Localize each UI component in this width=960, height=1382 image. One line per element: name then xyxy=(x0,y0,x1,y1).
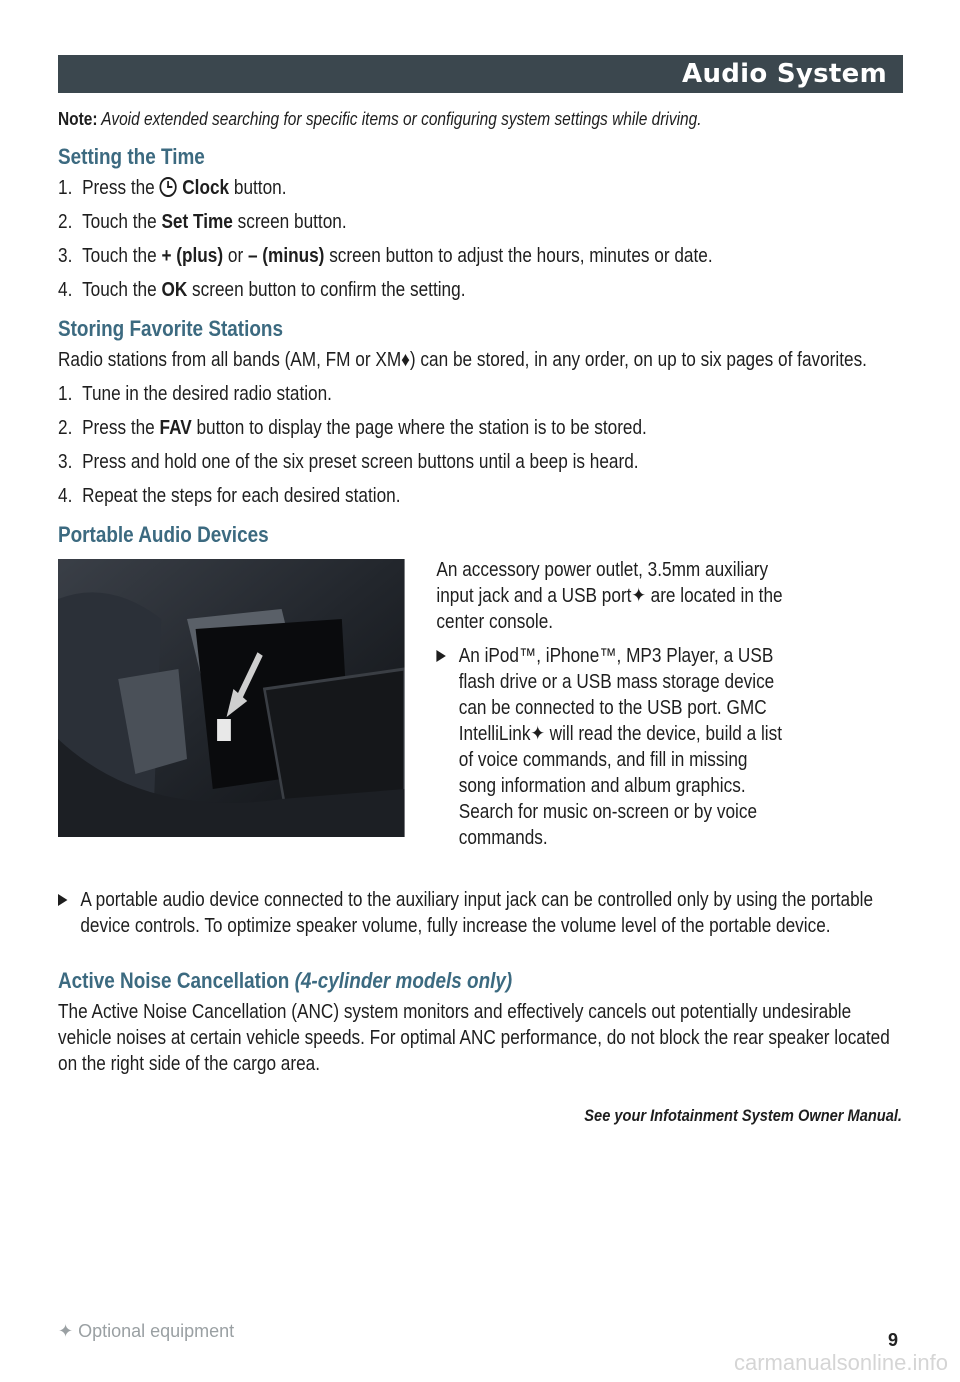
anc-title: Active Noise Cancellation xyxy=(58,968,290,993)
list-item xyxy=(58,449,902,475)
step-number: 4. xyxy=(58,279,73,301)
clock-icon xyxy=(160,177,177,197)
content-column xyxy=(58,101,902,1129)
step-number: 4. xyxy=(58,485,73,507)
note-label: Note: xyxy=(58,109,98,129)
step-bold: + (plus) xyxy=(161,245,224,267)
step-text: Press the xyxy=(82,177,155,199)
step-text: or xyxy=(223,245,248,267)
step-text: screen button. xyxy=(232,211,347,233)
step-text: Touch the xyxy=(82,245,162,267)
heading-setting-time: Setting the Time xyxy=(58,144,205,169)
favorites-steps xyxy=(58,381,902,509)
heading-anc xyxy=(58,967,902,995)
setting-time-steps xyxy=(58,175,902,303)
step-text: Press the xyxy=(82,417,160,439)
page-content xyxy=(58,101,904,1129)
step-number: 1. xyxy=(58,383,73,405)
step-text: button to display the page where the station is to be stored. xyxy=(191,417,647,439)
list-item xyxy=(436,643,785,851)
step-number: 2. xyxy=(58,211,73,233)
list-item xyxy=(58,175,902,201)
anc-text: The Active Noise Cancellation (ANC) system monitors and effectively cancels out potentially undesirable vehicle noises at certain vehicle speeds. For optimal ANC performance, do not block the rear speaker located on the right side of the cargo area. xyxy=(58,1001,890,1075)
step-text: Touch the xyxy=(82,211,162,233)
step-number: 3. xyxy=(58,451,73,473)
list-item xyxy=(58,243,902,269)
step-number: 1. xyxy=(58,177,73,199)
step-bold: Clock xyxy=(182,177,230,199)
step-text: Repeat the steps for each desired station. xyxy=(82,485,401,507)
list-item xyxy=(58,209,902,235)
optional-equipment-footnote: ✦ Optional equipment xyxy=(58,1321,235,1341)
list-item xyxy=(58,381,902,407)
note-text: Avoid extended searching for specific items or configuring system settings while driving. xyxy=(97,109,702,129)
watermark: carmanualsonline.info xyxy=(733,1350,948,1375)
portable-audio-media-row xyxy=(58,557,902,887)
favorites-intro: Radio stations from all bands (AM, FM or XM♦) can be stored, in any order, on up to six pages of favorites. xyxy=(58,349,867,371)
step-text: screen button to adjust the hours, minutes or date. xyxy=(324,245,713,267)
bullet-arrow-icon xyxy=(436,650,445,662)
step-bold: Set Time xyxy=(161,211,233,233)
page-number: 9 xyxy=(887,1330,898,1350)
step-number: 2. xyxy=(58,417,73,439)
center-console-photo xyxy=(58,559,405,837)
section-header-bar xyxy=(58,55,903,93)
list-item xyxy=(58,483,902,509)
heading-portable-audio: Portable Audio Devices xyxy=(58,522,269,547)
driving-note xyxy=(58,107,902,131)
bullet-arrow-icon xyxy=(58,894,67,906)
heading-favorites: Storing Favorite Stations xyxy=(58,316,283,341)
portable-audio-text xyxy=(436,557,785,851)
section-title: Audio System xyxy=(682,59,887,89)
list-item xyxy=(58,415,902,441)
step-text: Touch the xyxy=(82,279,162,301)
bullet-text: An iPod™, iPhone™, MP3 Player, a USB flash drive or a USB mass storage device can be connected to the USB port. GMC IntelliLink✦ will read the device, build a list of voice commands, and fill in missing song information and album graphics. Search for music on-screen or by voice commands. xyxy=(458,645,782,849)
step-number: 3. xyxy=(58,245,73,267)
step-bold: OK xyxy=(161,279,188,301)
list-item xyxy=(58,887,902,939)
step-bold: FAV xyxy=(159,417,192,439)
list-item xyxy=(58,277,902,303)
step-text: button. xyxy=(229,177,287,199)
see-manual-reference: See your Infotainment System Owner Manual. xyxy=(584,1106,902,1125)
step-text: screen button to confirm the setting. xyxy=(187,279,466,301)
step-text: Tune in the desired radio station. xyxy=(82,383,332,405)
portable-intro: An accessory power outlet, 3.5mm auxiliary input jack and a USB port✦ are located in the center console. xyxy=(436,559,783,633)
step-text: Press and hold one of the six preset screen buttons until a beep is heard. xyxy=(82,451,639,473)
step-bold: – (minus) xyxy=(247,245,325,267)
bullet-text: A portable audio device connected to the auxiliary input jack can be controlled only by using the portable device controls. To optimize speaker volume, fully increase the volume level of the portable device. xyxy=(80,889,874,937)
console-illustration xyxy=(58,559,405,837)
anc-subtitle: (4-cylinder models only) xyxy=(294,968,513,993)
